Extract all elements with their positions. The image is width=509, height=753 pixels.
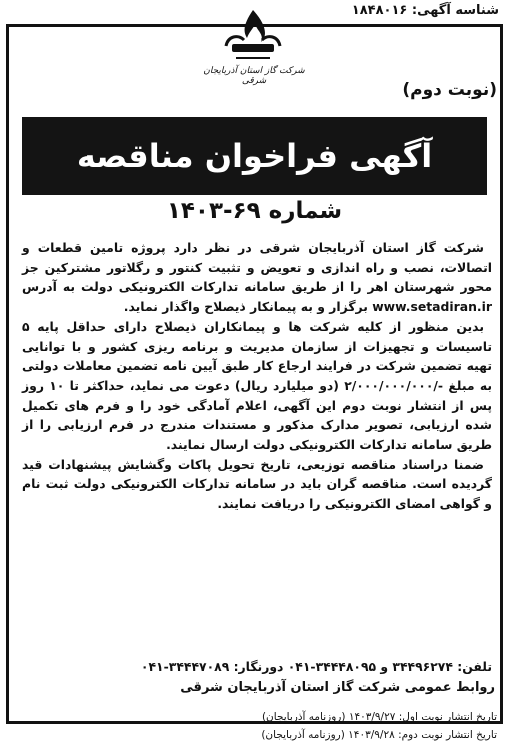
second-publication-date: تاریخ انتشار نوبت دوم: ۱۴۰۳/۹/۲۸ (روزنامه آذربایجان) [261,729,497,741]
notice-body [22,238,492,514]
tender-number: شماره ۶۹-۱۴۰۳ [166,198,343,224]
paragraph: بدین منظور از کلیه شرکت ها و پیمانکاران ذیصلاح دارای حداقل پایه ۵ تاسیسات و تجهیزات از سازمان مدیریت و برنامه ریزی کشور و با توانایی تهیه تضمین شرکت در فرایند ارجاع کار طبق آیین نامه تضمین معاملات دولتی به مبلغ -/۲/۰۰۰/۰۰۰/۰۰۰ (دو میلیارد ریال) دعوت می نماید، حداکثر تا ۱۰ روز پس از انتشار نوبت دوم این آگهی، اعلام آمادگی خود را و فرم های تکمیل شده ارزیابی، تصویر مدارک مذکور و مستندات مندرج در فرم ارزیابی را از طریق سامانه تدارکات الکترونیکی دولت ارسال نمایند. [22,318,492,453]
publication-round: (نوبت دوم) [402,80,497,100]
notice-id: شناسه آگهی: ۱۸۴۸۰۱۶ [351,3,499,18]
notice-title [22,117,487,195]
title-text: آگهی فراخوان مناقصه [76,137,433,175]
logo-caption: شرکت گاز استان آذربایجان شرقی [203,66,305,86]
publication-dates [261,708,497,744]
public-relations-signature: روابط عمومی شرکت گاز استان آذربایجان شرقی [180,680,495,695]
paragraph: شرکت گاز استان آذربایجان شرقی در نظر دارد پروژه تامین قطعات و اتصالات، نصب و راه اندازی و تعویض و تثبیت کنتور و رگلاتور مشترکین جز محور شهرستان اهر را از طریق سامانه تدارکات الکترونیکی دولت به آدرس www.setadiran.ir برگزار و به پیمانکار ذیصلاح واگذار نماید. [22,240,492,315]
paragraph: ضمنا دراسناد مناقصه توزیعی، تاریخ تحویل پاکات وگشایش پیشنهادات قید گردیده است. مناقصه گران باید در سامانه تدارکات الکترونیکی دولت ثبت نام و گواهی امضای الکترونیکی را دریافت نمایند. [22,456,492,512]
gas-company-logo-icon [218,6,288,66]
first-publication-date: تاریخ انتشار نوبت اول: ۱۴۰۳/۹/۲۷ (روزنامه آذربایجان) [261,711,497,723]
contact-info: تلفن: ۳۴۴۹۶۲۷۴ و ۳۴۴۴۸۰۹۵-۰۴۱ دورنگار: ۳۴۴۴۷۰۸۹-۰۴۱ [140,659,492,674]
